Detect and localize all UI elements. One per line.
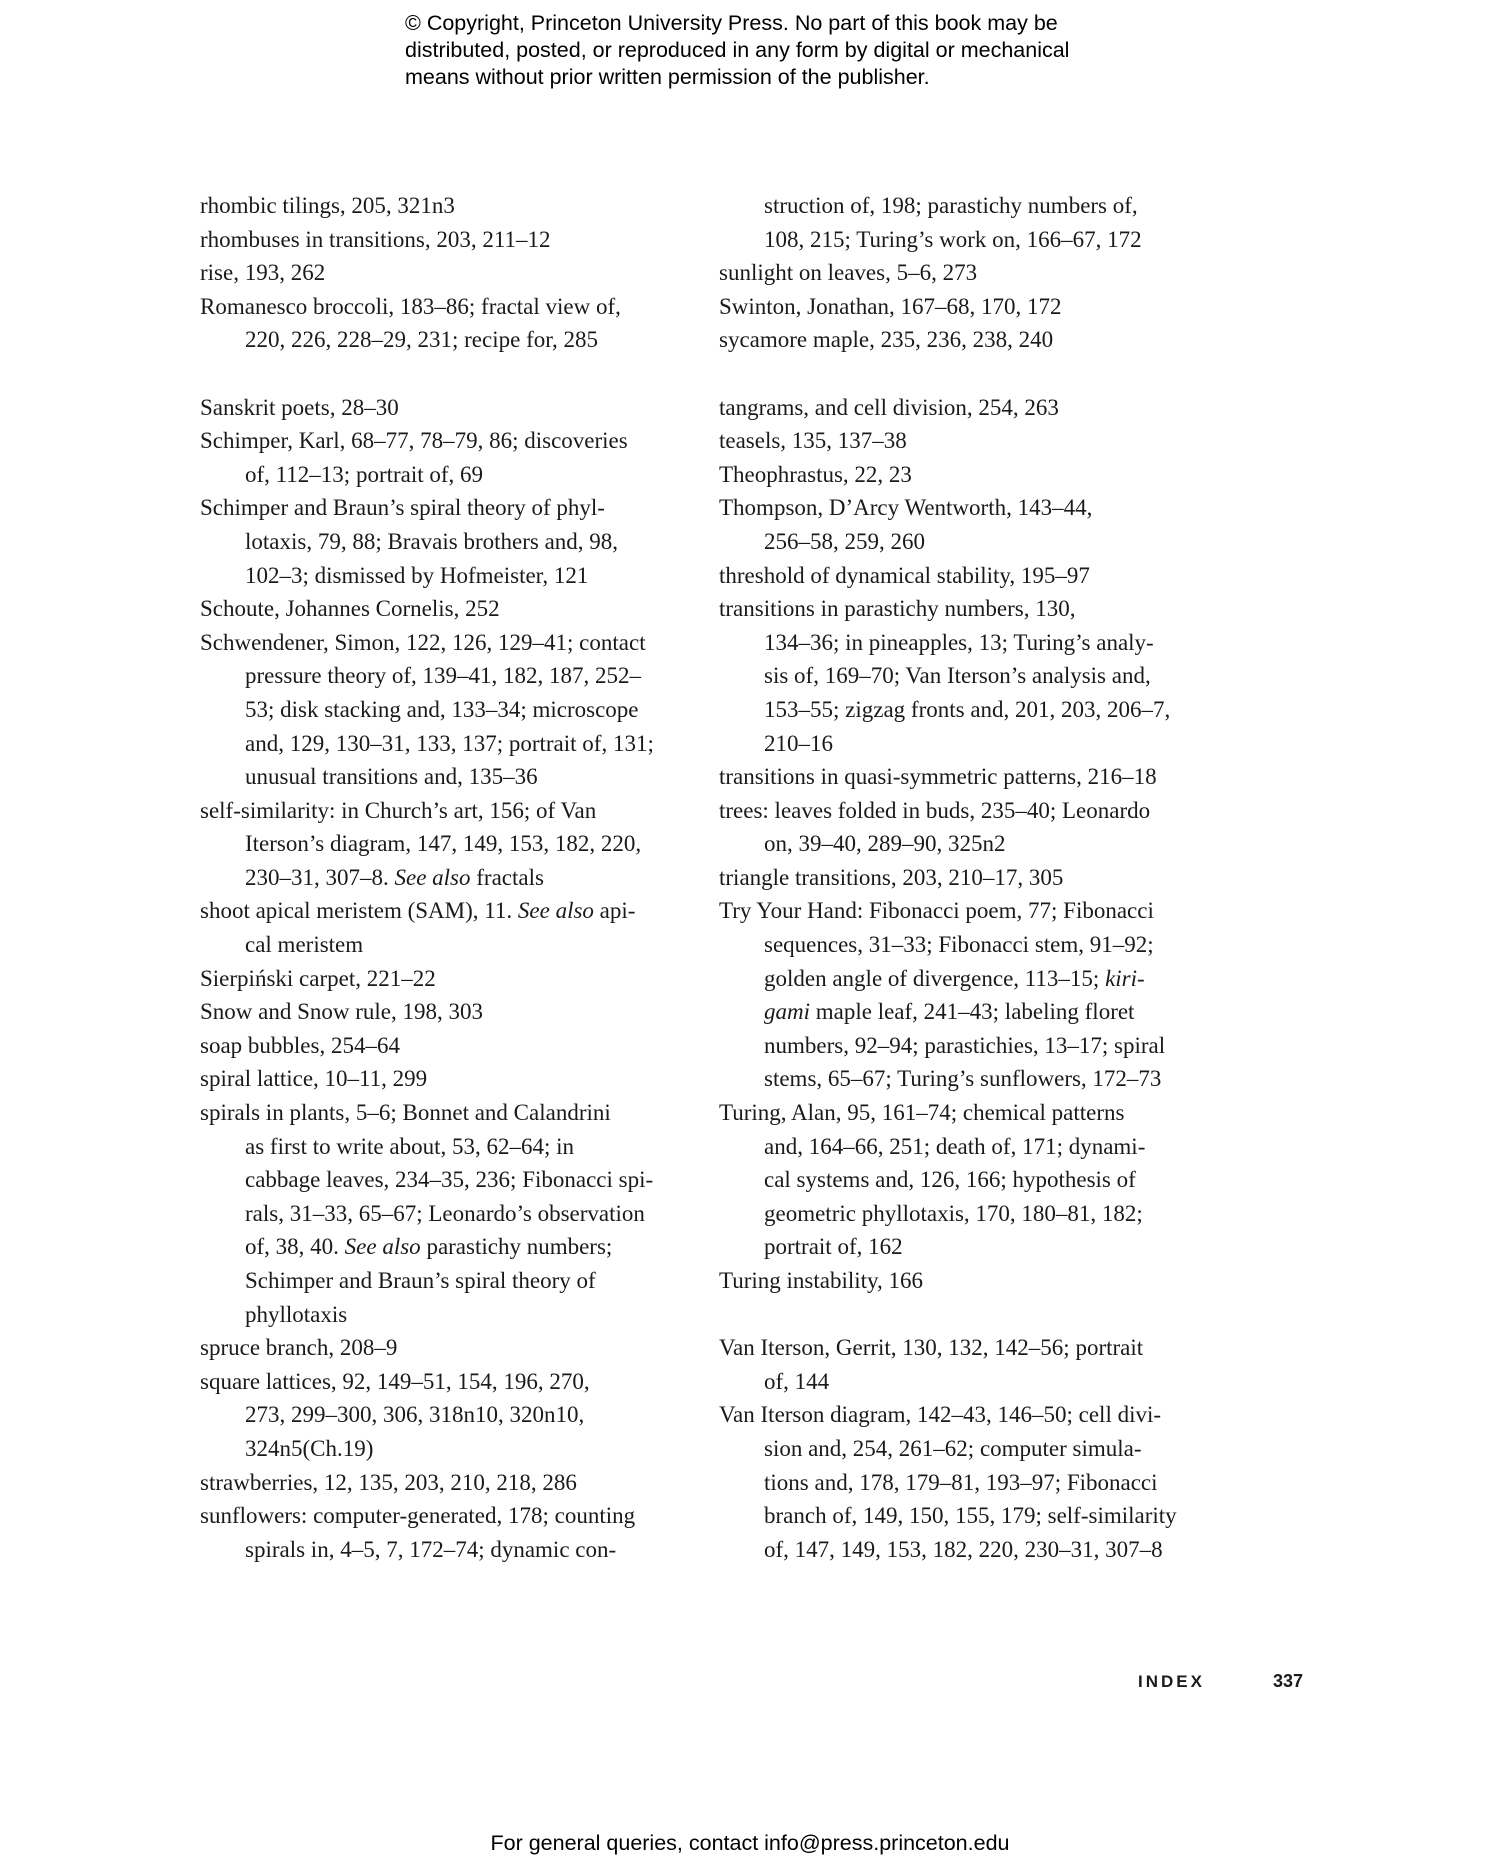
- index-entry-continuation: [719, 827, 1239, 861]
- index-text: branch of, 149, 150, 155, 179; self-similarity: [764, 1503, 1177, 1529]
- index-text: api-: [593, 898, 636, 924]
- index-entry-continuation: [200, 827, 720, 861]
- index-text: golden angle of divergence, 113–15;: [764, 965, 1106, 991]
- index-text: rhombic tilings, 205, 321n3: [200, 193, 455, 218]
- index-text: Theophrastus, 22, 23: [719, 461, 912, 487]
- index-entry: [200, 391, 720, 425]
- index-entry: [200, 424, 720, 458]
- index-text: Schwendener, Simon, 122, 126, 129–41; contact: [200, 629, 646, 655]
- index-text: Try Your Hand: Fibonacci poem, 77; Fibonacci: [719, 898, 1154, 924]
- index-text: transitions in parastichy numbers, 130,: [719, 596, 1076, 622]
- index-text: 153–55; zigzag fronts and, 201, 203, 206–7,: [764, 696, 1171, 722]
- index-text: lotaxis, 79, 88; Bravais brothers and, 98,: [245, 528, 619, 554]
- index-entry: [719, 861, 1239, 895]
- index-entry: [200, 256, 720, 290]
- index-text: cal systems and, 126, 166; hypothesis of: [764, 1167, 1136, 1193]
- index-entry: [200, 1499, 720, 1533]
- index-entry: [719, 1264, 1239, 1298]
- index-entry-continuation: [200, 458, 720, 492]
- index-entry: [200, 626, 720, 660]
- index-entry: [719, 559, 1239, 593]
- index-entry-continuation: [719, 1466, 1239, 1500]
- index-text: Thompson, D’Arcy Wentworth, 143–44,: [719, 495, 1093, 521]
- index-text: 324n5(Ch.19): [245, 1435, 374, 1461]
- index-text: of, 38, 40.: [245, 1234, 345, 1260]
- index-entry-continuation: [200, 1533, 720, 1567]
- index-text: portrait of, 162: [764, 1234, 903, 1260]
- index-right-column: [719, 189, 1239, 1566]
- index-text: 256–58, 259, 260: [764, 528, 925, 554]
- index-entry-continuation: [719, 1432, 1239, 1466]
- index-entry: [719, 290, 1239, 324]
- index-text: numbers, 92–94; parastichies, 13–17; spiral: [764, 1032, 1166, 1058]
- index-left-column: [200, 189, 720, 1566]
- index-entry: [719, 1398, 1239, 1432]
- index-text: Schoute, Johannes Cornelis, 252: [200, 596, 500, 622]
- index-entry: [719, 794, 1239, 828]
- index-entry-continuation: [719, 1029, 1239, 1063]
- index-text: of, 144: [764, 1368, 830, 1394]
- index-text: 108, 215; Turing’s work on, 166–67, 172: [764, 226, 1142, 252]
- index-text: Sanskrit poets, 28–30: [200, 394, 399, 420]
- index-text: teasels, 135, 137–38: [719, 428, 907, 454]
- index-text: rise, 193, 262: [200, 260, 326, 286]
- index-entry: [200, 794, 720, 828]
- index-text: Turing, Alan, 95, 161–74; chemical patterns: [719, 1100, 1125, 1126]
- index-entry-continuation: [200, 525, 720, 559]
- index-entry-continuation: [719, 727, 1239, 761]
- index-entry-continuation: [719, 1230, 1239, 1264]
- index-entry: [200, 962, 720, 996]
- index-text: sunlight on leaves, 5–6, 273: [719, 260, 978, 286]
- index-entry-continuation: [719, 626, 1239, 660]
- index-text: Van Iterson diagram, 142–43, 146–50; cell divi-: [719, 1402, 1162, 1428]
- index-text: sequences, 31–33; Fibonacci stem, 91–92;: [764, 932, 1154, 958]
- index-text: spirals in, 4–5, 7, 172–74; dynamic con-: [245, 1536, 617, 1562]
- index-entry: [200, 995, 720, 1029]
- index-text: threshold of dynamical stability, 195–97: [719, 562, 1090, 588]
- index-text: Sierpiński carpet, 221–22: [200, 965, 436, 991]
- index-gap: [200, 357, 720, 391]
- index-entry-continuation: [719, 525, 1239, 559]
- index-entry-continuation: [200, 1264, 720, 1298]
- index-entry: [719, 424, 1239, 458]
- index-text: 53; disk stacking and, 133–34; microscope: [245, 696, 639, 722]
- index-text: 230–31, 307–8.: [245, 864, 395, 890]
- index-text: cal meristem: [245, 932, 364, 958]
- index-text: on, 39–40, 289–90, 325n2: [764, 831, 1006, 857]
- index-text: Romanesco broccoli, 183–86; fractal view of,: [200, 293, 621, 319]
- copyright-line: © Copyright, Princeton University Press. No part of this book may be: [405, 11, 1058, 35]
- index-entry-continuation: [719, 223, 1239, 257]
- index-entry: [200, 894, 720, 928]
- running-head: INDEX: [1138, 1672, 1205, 1691]
- index-text: parastichy numbers;: [420, 1234, 613, 1260]
- index-cross-reference: See also: [517, 898, 594, 924]
- index-text: shoot apical meristem (SAM), 11.: [200, 898, 518, 924]
- index-entry-continuation: [200, 559, 720, 593]
- index-text: Schimper, Karl, 68–77, 78–79, 86; discoveries: [200, 428, 628, 454]
- index-entry-continuation: [719, 1130, 1239, 1164]
- index-entry-continuation: [719, 1197, 1239, 1231]
- index-entry-continuation: [200, 323, 720, 357]
- index-entry-continuation: [200, 1197, 720, 1231]
- index-text: sion and, 254, 261–62; computer simula-: [764, 1435, 1142, 1461]
- index-entry: [200, 1466, 720, 1500]
- index-entry-continuation: [200, 1398, 720, 1432]
- copyright-line: means without prior written permission of the publisher.: [405, 65, 930, 89]
- index-text: sycamore maple, 235, 236, 238, 240: [719, 327, 1054, 353]
- index-text: soap bubbles, 254–64: [200, 1032, 400, 1058]
- index-entry: [200, 592, 720, 626]
- index-text: sunflowers: computer-generated, 178; counting: [200, 1503, 636, 1529]
- index-text: phyllotaxis: [245, 1301, 348, 1327]
- index-text: of, 112–13; portrait of, 69: [245, 461, 484, 487]
- index-text: as first to write about, 53, 62–64; in: [245, 1133, 574, 1159]
- index-entry-continuation: [200, 1432, 720, 1466]
- index-entry: [719, 592, 1239, 626]
- index-text: 134–36; in pineapples, 13; Turing’s analy-: [764, 629, 1154, 655]
- index-entry-continuation: [719, 962, 1239, 996]
- index-text: Turing instability, 166: [719, 1268, 924, 1293]
- index-text: 210–16: [764, 730, 833, 756]
- page-number: 337: [1273, 1671, 1304, 1691]
- index-cross-reference: See also: [394, 864, 471, 890]
- index-text: and, 164–66, 251; death of, 171; dynami-: [764, 1133, 1146, 1159]
- index-entry-continuation: [200, 727, 720, 761]
- index-text: tions and, 178, 179–81, 193–97; Fibonacci: [764, 1469, 1158, 1495]
- copyright-line: distributed, posted, or reproduced in any form by digital or mechanical: [405, 38, 1070, 62]
- index-text: Swinton, Jonathan, 167–68, 170, 172: [719, 293, 1062, 319]
- index-text: and, 129, 130–31, 133, 137; portrait of, 131;: [245, 730, 654, 756]
- index-entry: [200, 290, 720, 324]
- index-entry-continuation: [719, 1163, 1239, 1197]
- index-text: strawberries, 12, 135, 203, 210, 218, 286: [200, 1469, 577, 1495]
- index-entry: [719, 894, 1239, 928]
- index-entry-continuation: [719, 659, 1239, 693]
- index-text: rals, 31–33, 65–67; Leonardo’s observation: [245, 1200, 645, 1226]
- index-entry: [719, 1096, 1239, 1130]
- index-text: Schimper and Braun’s spiral theory of: [245, 1268, 596, 1293]
- index-entry: [200, 1096, 720, 1130]
- index-text: cabbage leaves, 234–35, 236; Fibonacci spi-: [245, 1167, 654, 1193]
- index-entry: [719, 323, 1239, 357]
- index-text: square lattices, 92, 149–51, 154, 196, 270,: [200, 1368, 590, 1394]
- index-entry: [200, 1062, 720, 1096]
- index-entry-continuation: [200, 760, 720, 794]
- index-entry: [200, 491, 720, 525]
- index-text: Iterson’s diagram, 147, 149, 153, 182, 220,: [245, 831, 642, 857]
- index-entry-continuation: [719, 693, 1239, 727]
- index-entry-continuation: [719, 928, 1239, 962]
- index-entry-continuation: [200, 1163, 720, 1197]
- index-cross-reference: See also: [344, 1234, 421, 1260]
- index-entry: [200, 223, 720, 257]
- index-entry-continuation: [200, 693, 720, 727]
- index-text: rhombuses in transitions, 203, 211–12: [200, 226, 551, 252]
- index-text: pressure theory of, 139–41, 182, 187, 252–: [245, 663, 642, 689]
- index-gap: [719, 1298, 1239, 1332]
- index-text: struction of, 198; parastichy numbers of,: [764, 193, 1138, 218]
- index-text: 102–3; dismissed by Hofmeister, 121: [245, 562, 589, 588]
- index-entry: [200, 1029, 720, 1063]
- footer-contact: For general queries, contact info@press.princeton.edu: [490, 1831, 1010, 1855]
- index-text: 220, 226, 228–29, 231; recipe for, 285: [245, 327, 598, 353]
- index-cross-reference: kiri-: [1105, 965, 1145, 991]
- index-entry-continuation: [719, 1062, 1239, 1096]
- index-text: maple leaf, 241–43; labeling floret: [810, 999, 1135, 1025]
- index-cross-reference: gami: [764, 999, 810, 1025]
- index-text: trees: leaves folded in buds, 235–40; Leonardo: [719, 797, 1151, 823]
- index-text: tangrams, and cell division, 254, 263: [719, 394, 1059, 420]
- index-entry-continuation: [200, 928, 720, 962]
- index-entry: [200, 189, 720, 223]
- index-text: geometric phyllotaxis, 170, 180–81, 182;: [764, 1200, 1143, 1226]
- index-entry: [719, 256, 1239, 290]
- index-entry-continuation: [200, 861, 720, 895]
- index-entry-continuation: [719, 1499, 1239, 1533]
- index-text: self-similarity: in Church’s art, 156; of Van: [200, 797, 597, 823]
- index-entry: [719, 760, 1239, 794]
- index-entry: [719, 458, 1239, 492]
- index-entry: [719, 1331, 1239, 1365]
- index-text: stems, 65–67; Turing’s sunflowers, 172–73: [764, 1066, 1162, 1092]
- index-gap: [719, 357, 1239, 391]
- index-text: Schimper and Braun’s spiral theory of phyl-: [200, 495, 605, 521]
- index-entry-continuation: [719, 1533, 1239, 1567]
- index-entry-continuation: [719, 189, 1239, 223]
- index-text: transitions in quasi-symmetric patterns, 216–18: [719, 764, 1157, 790]
- index-entry-continuation: [200, 1130, 720, 1164]
- index-entry-continuation: [719, 1365, 1239, 1399]
- index-entry-continuation: [200, 1230, 720, 1264]
- index-text: 273, 299–300, 306, 318n10, 320n10,: [245, 1402, 585, 1428]
- index-entry-continuation: [200, 659, 720, 693]
- copyright-notice: [405, 10, 1165, 91]
- index-text: Snow and Snow rule, 198, 303: [200, 999, 484, 1025]
- index-text: spirals in plants, 5–6; Bonnet and Calandrini: [200, 1100, 611, 1126]
- index-text: spiral lattice, 10–11, 299: [200, 1066, 428, 1092]
- index-entry: [719, 391, 1239, 425]
- index-text: of, 147, 149, 153, 182, 220, 230–31, 307–8: [764, 1536, 1163, 1562]
- index-entry-continuation: [200, 1298, 720, 1332]
- index-text: spruce branch, 208–9: [200, 1335, 398, 1361]
- index-text: sis of, 169–70; Van Iterson’s analysis and,: [764, 663, 1151, 689]
- index-entry: [200, 1365, 720, 1399]
- index-text: unusual transitions and, 135–36: [245, 764, 538, 790]
- index-text: Van Iterson, Gerrit, 130, 132, 142–56; portrait: [719, 1335, 1144, 1361]
- index-text: fractals: [470, 864, 544, 890]
- index-entry-continuation: [719, 995, 1239, 1029]
- index-entry: [719, 491, 1239, 525]
- index-entry: [200, 1331, 720, 1365]
- index-text: triangle transitions, 203, 210–17, 305: [719, 864, 1064, 890]
